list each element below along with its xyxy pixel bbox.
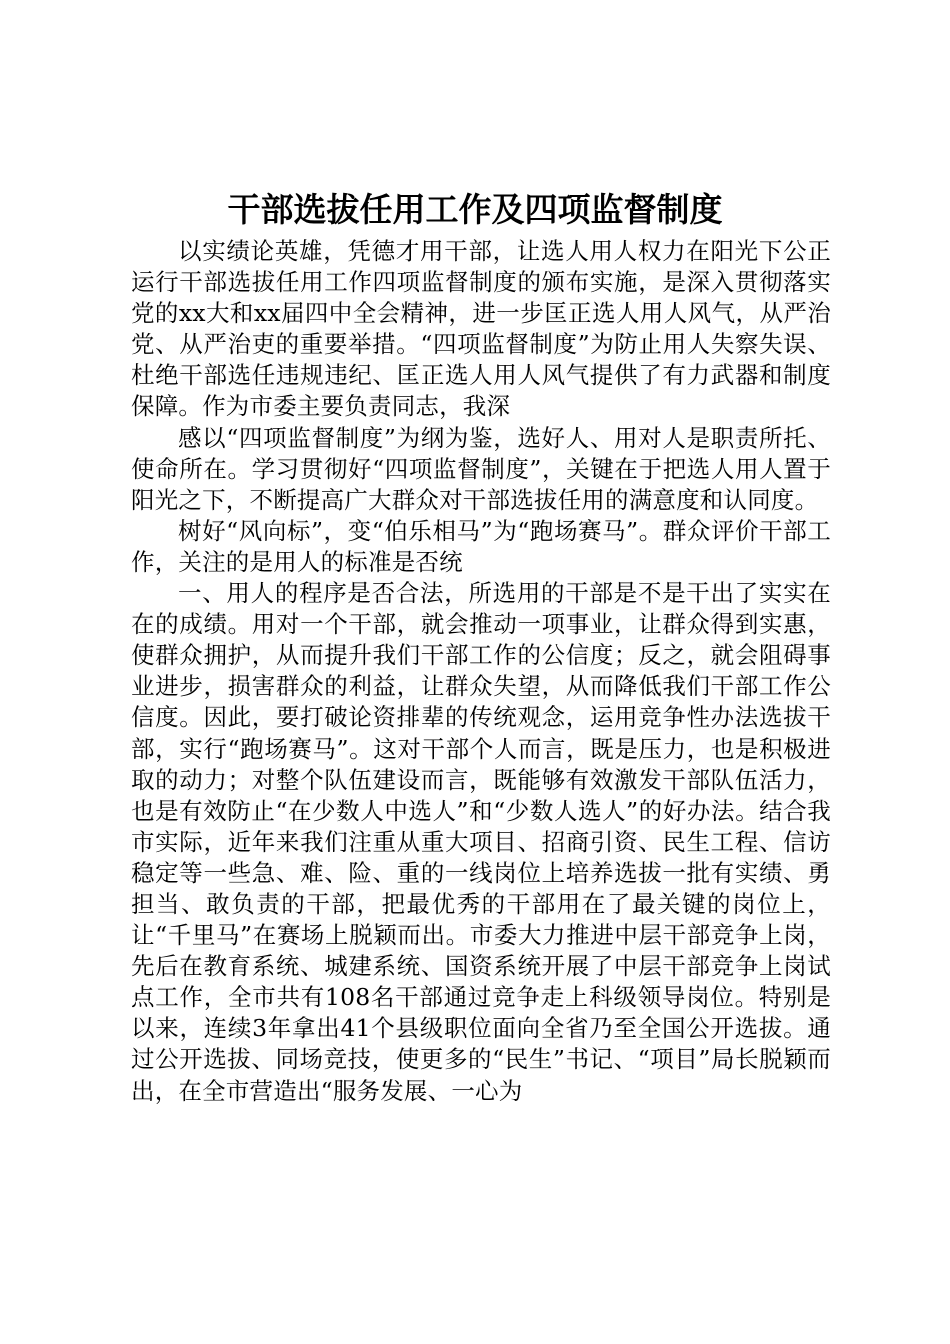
paragraph-1: 以实绩论英雄，凭德才用干部，让选人用人权力在阳光下公正运行干部选拔任用工作四项监督制度的颁布实施，是深入贯彻落实党的xx大和xx届四中全会精神，进一步匡正选人用人风气，从严治党、从严治吏的重要举措。“四项监督制度”为防止用人失察失误、杜绝干部选任违规违纪、匡正选人用人风气提供了有力武器和制度保障。作为市委主要负责同志，我深	[131, 237, 831, 421]
document-title: 干部选拔任用工作及四项监督制度	[227, 190, 723, 229]
paragraph-3: 树好“风向标”，变“伯乐相马”为“跑场赛马”。群众评价干部工作，关注的是用人的标准是否统	[131, 516, 831, 576]
paragraph-4: 一、用人的程序是否合法，所选用的干部是不是干出了实实在在的成绩。用对一个干部，就会推动一项事业，让群众得到实惠，使群众拥护，从而提升我们干部工作的公信度；反之，就会阻碍事业进步，损害群众的利益，让群众失望，从而降低我们干部工作公信度。因此，要打破论资排辈的传统观念，运用竞争性办法选拔干部，实行“跑场赛马”。这对干部个人而言，既是压力，也是积极进取的动力；对整个队伍建设而言，既能够有效激发干部队伍活力，也是有效防止“在少数人中选人”和“少数人选人”的好办法。结合我市实际，近年来我们注重从重大项目、招商引资、民生工程、信访稳定等一些急、难、险、重的一线岗位上培养选拔一批有实绩、勇担当、敢负责的干部，把最优秀的干部用在了最关键的岗位上，让“千里马”在赛场上脱颖而出。市委大力推进中层干部竞争上岗，先后在教育系统、城建系统、国资系统开展了中层干部竞争上岗试点工作，全市共有108名干部通过竞争走上科级领导岗位。特别是以来，连续3年拿出41个县级职位面向全省乃至全国公开选拔。通过公开选拔、同场竞技，使更多的“民生”书记、“项目”局长脱颖而出，在全市营造出“服务发展、一心为	[131, 579, 831, 1105]
document-body	[131, 236, 831, 1107]
paragraph-2: 感以“四项监督制度”为纲为鉴，选好人、用对人是职责所托、使命所在。学习贯彻好“四项监督制度”，关键在于把选人用人置于阳光之下，不断提高广大群众对干部选拔任用的满意度和认同度。	[131, 423, 831, 514]
